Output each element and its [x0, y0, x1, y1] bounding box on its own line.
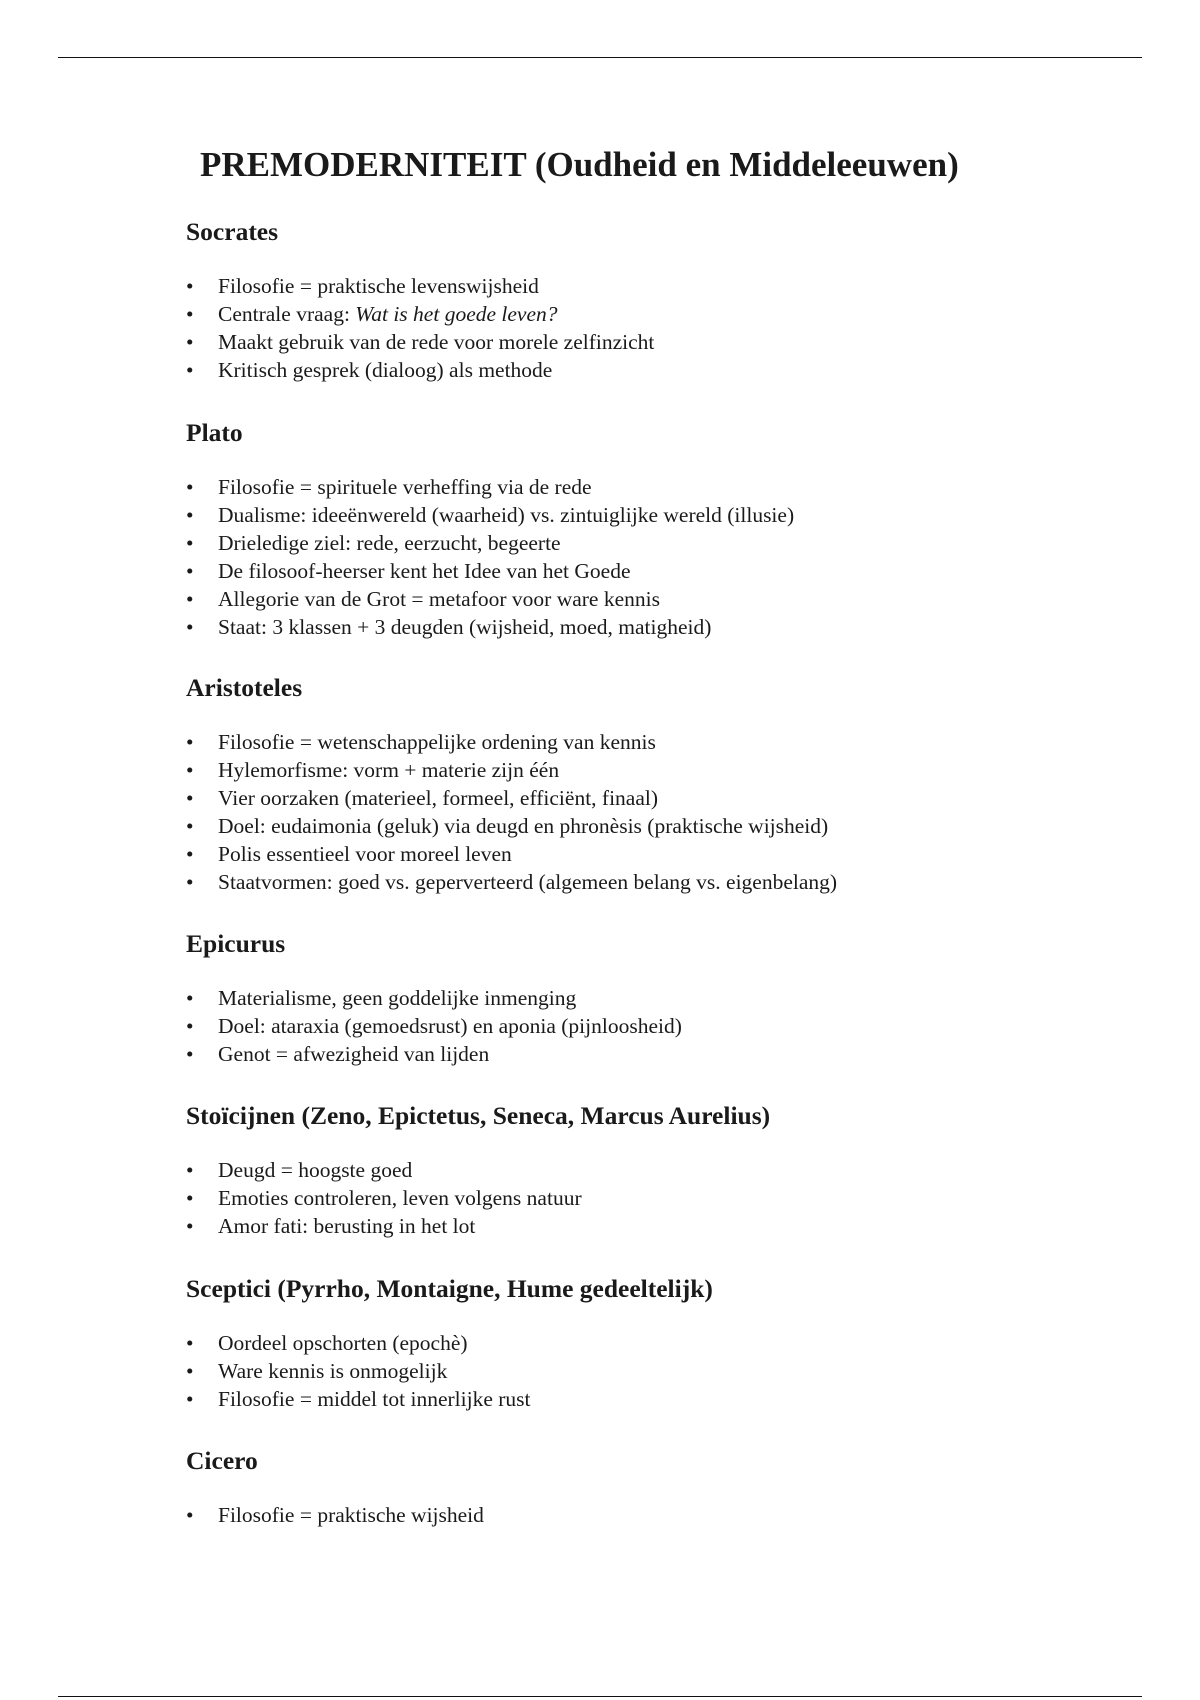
list-item: • Filosofie = spirituele verheffing via de rede — [186, 475, 592, 499]
list-item: • Drieledige ziel: rede, eerzucht, begeerte — [186, 531, 561, 555]
bullet-list — [186, 1329, 1126, 1413]
list-item: • Filosofie = praktische wijsheid — [186, 1503, 484, 1527]
page-title: PREMODERNITEIT (Oudheid en Middeleeuwen) — [200, 145, 959, 184]
list-item: • Dualisme: ideeënwereld (waarheid) vs. zintuiglijke wereld (illusie) — [186, 503, 795, 527]
section-heading: Socrates — [186, 217, 279, 246]
bottom-rule — [58, 1696, 1142, 1697]
list-item: • Centrale vraag: Wat is het goede leven? — [186, 302, 558, 326]
section-aristoteles — [186, 672, 1126, 896]
list-item: • Maakt gebruik van de rede voor morele zelfinzicht — [186, 330, 655, 354]
list-item: • Filosofie = middel tot innerlijke rust — [186, 1387, 531, 1411]
list-item: • Ware kennis is onmogelijk — [186, 1359, 448, 1383]
section-stoicijnen — [186, 1100, 1126, 1240]
bullet-icon: • — [186, 1014, 194, 1038]
bullet-list — [186, 1156, 1126, 1240]
list-item: • Staatvormen: goed vs. geperverteerd (algemeen belang vs. eigenbelang) — [186, 870, 838, 894]
list-item: • Allegorie van de Grot = metafoor voor ware kennis — [186, 587, 660, 611]
list-item: • Polis essentieel voor moreel leven — [186, 842, 512, 866]
bullet-icon: • — [186, 274, 194, 298]
emphasis-question: Wat is het goede leven? — [355, 302, 558, 326]
section-heading: Cicero — [186, 1446, 258, 1475]
bullet-list — [186, 984, 1126, 1068]
bullet-icon: • — [186, 758, 194, 782]
list-item: • De filosoof-heerser kent het Idee van het Goede — [186, 559, 631, 583]
list-item: • Doel: ataraxia (gemoedsrust) en aponia (pijnloosheid) — [186, 1014, 682, 1038]
bullet-list — [186, 473, 1126, 641]
bullet-list — [186, 728, 1126, 896]
bullet-icon: • — [186, 842, 194, 866]
list-item: • Deugd = hoogste goed — [186, 1158, 413, 1182]
bullet-icon: • — [186, 786, 194, 810]
list-item: • Amor fati: berusting in het lot — [186, 1214, 476, 1238]
list-item: • Materialisme, geen goddelijke inmenging — [186, 986, 577, 1010]
top-rule — [58, 57, 1142, 58]
list-item: • Emoties controleren, leven volgens natuur — [186, 1186, 582, 1210]
section-heading: Stoïcijnen (Zeno, Epictetus, Seneca, Marcus Aurelius) — [186, 1101, 771, 1130]
list-item: • Genot = afwezigheid van lijden — [186, 1042, 490, 1066]
section-plato — [186, 417, 1126, 641]
bullet-icon: • — [186, 1359, 194, 1383]
section-socrates — [186, 216, 1126, 384]
list-item: • Filosofie = wetenschappelijke ordening van kennis — [186, 730, 656, 754]
section-heading: Sceptici (Pyrrho, Montaigne, Hume gedeeltelijk) — [186, 1274, 713, 1303]
bullet-icon: • — [186, 559, 194, 583]
bullet-icon: • — [186, 1186, 194, 1210]
bullet-icon: • — [186, 475, 194, 499]
bullet-icon: • — [186, 503, 194, 527]
list-item: • Hylemorfisme: vorm + materie zijn één — [186, 758, 560, 782]
bullet-icon: • — [186, 330, 194, 354]
bullet-icon: • — [186, 1503, 194, 1527]
section-heading: Epicurus — [186, 929, 286, 958]
list-item: • Kritisch gesprek (dialoog) als methode — [186, 358, 553, 382]
bullet-icon: • — [186, 587, 194, 611]
list-item: • Doel: eudaimonia (geluk) via deugd en phronèsis (praktische wijsheid) — [186, 814, 829, 838]
bullet-icon: • — [186, 531, 194, 555]
bullet-icon: • — [186, 615, 194, 639]
section-epicurus — [186, 928, 1126, 1068]
bullet-icon: • — [186, 986, 194, 1010]
bullet-icon: • — [186, 1042, 194, 1066]
bullet-list — [186, 272, 1126, 384]
bullet-icon: • — [186, 302, 194, 326]
section-heading: Plato — [186, 418, 243, 447]
list-item: • Oordeel opschorten (epochè) — [186, 1331, 468, 1355]
bullet-icon: • — [186, 1331, 194, 1355]
section-sceptici — [186, 1273, 1126, 1413]
bullet-icon: • — [186, 814, 194, 838]
list-item: • Staat: 3 klassen + 3 deugden (wijsheid, moed, matigheid) — [186, 615, 712, 639]
bullet-icon: • — [186, 730, 194, 754]
list-item: • Vier oorzaken (materieel, formeel, efficiënt, finaal) — [186, 786, 659, 810]
bullet-icon: • — [186, 358, 194, 382]
list-item: • Filosofie = praktische levenswijsheid — [186, 274, 539, 298]
section-heading: Aristoteles — [186, 673, 303, 702]
section-cicero — [186, 1445, 1126, 1529]
bullet-icon: • — [186, 1214, 194, 1238]
bullet-icon: • — [186, 870, 194, 894]
bullet-list — [186, 1501, 1126, 1529]
bullet-icon: • — [186, 1158, 194, 1182]
bullet-icon: • — [186, 1387, 194, 1411]
